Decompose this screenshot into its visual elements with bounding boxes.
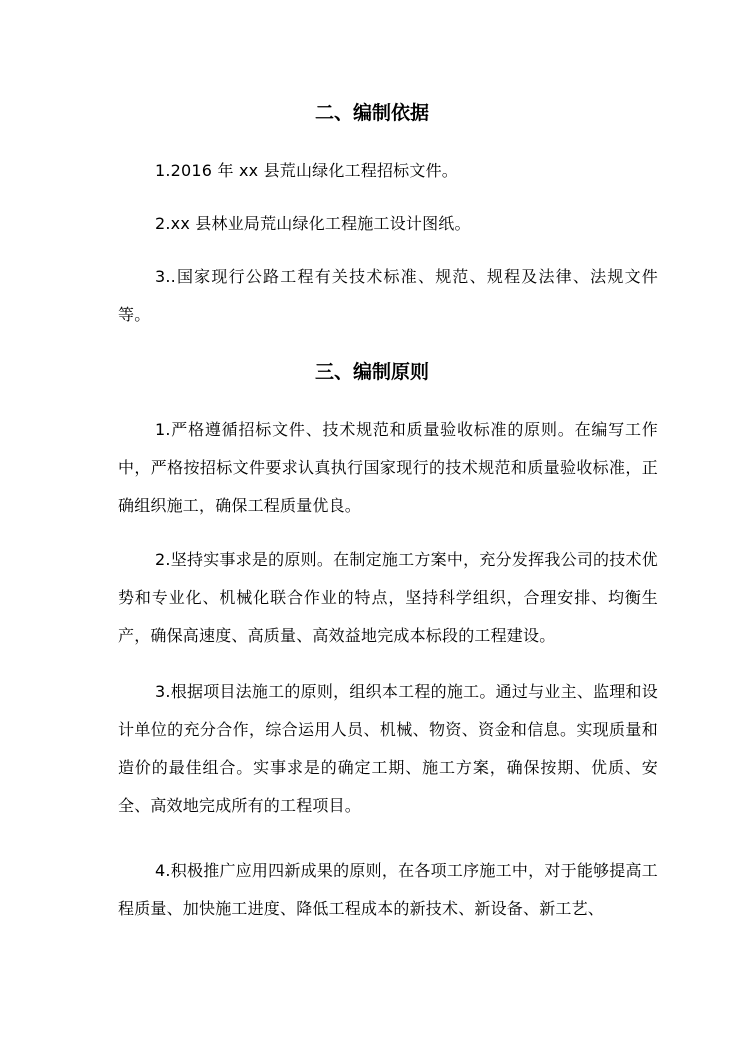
paragraph-basis-3: 3..国家现行公路工程有关技术标准、规范、规程及法律、法规文件等。 — [118, 267, 658, 324]
section-heading-basis: 二、编制依据 — [314, 102, 429, 124]
paragraph-basis-2: 2.xx 县林业局荒山绿化工程施工设计图纸。 — [155, 214, 471, 233]
paragraph-principle-3: 3.根据项目法施工的原则，组织本工程的施工。通过与业主、监理和设计单位的充分合作，综合运用人员、机械、物资、资金和信息。实现质量和造价的最佳组合。实事求是的确定工期、施工方案，确保按期、优质、安全、高效地完成所有的工程项目。 — [118, 682, 658, 815]
paragraph-principle-1: 1.严格遵循招标文件、技术规范和质量验收标准的原则。在编写工作中，严格按招标文件要求认真执行国家现行的技术规范和质量验收标准，正确组织施工，确保工程质量优良。 — [118, 420, 658, 515]
paragraph-principle-4: 4.积极推广应用四新成果的原则，在各项工序施工中，对于能够提高工程质量、加快施工进度、降低工程成本的新技术、新设备、新工艺、 — [118, 861, 658, 918]
paragraph-basis-1: 1.2016 年 xx 县荒山绿化工程招标文件。 — [155, 161, 458, 180]
paragraph-principle-2: 2.坚持实事求是的原则。在制定施工方案中，充分发挥我公司的技术优势和专业化、机械化联合作业的特点，坚持科学组织，合理安排、均衡生产，确保高速度、高质量、高效益地完成本标段的工程建设。 — [118, 550, 658, 645]
section-heading-principles: 三、编制原则 — [314, 361, 429, 383]
